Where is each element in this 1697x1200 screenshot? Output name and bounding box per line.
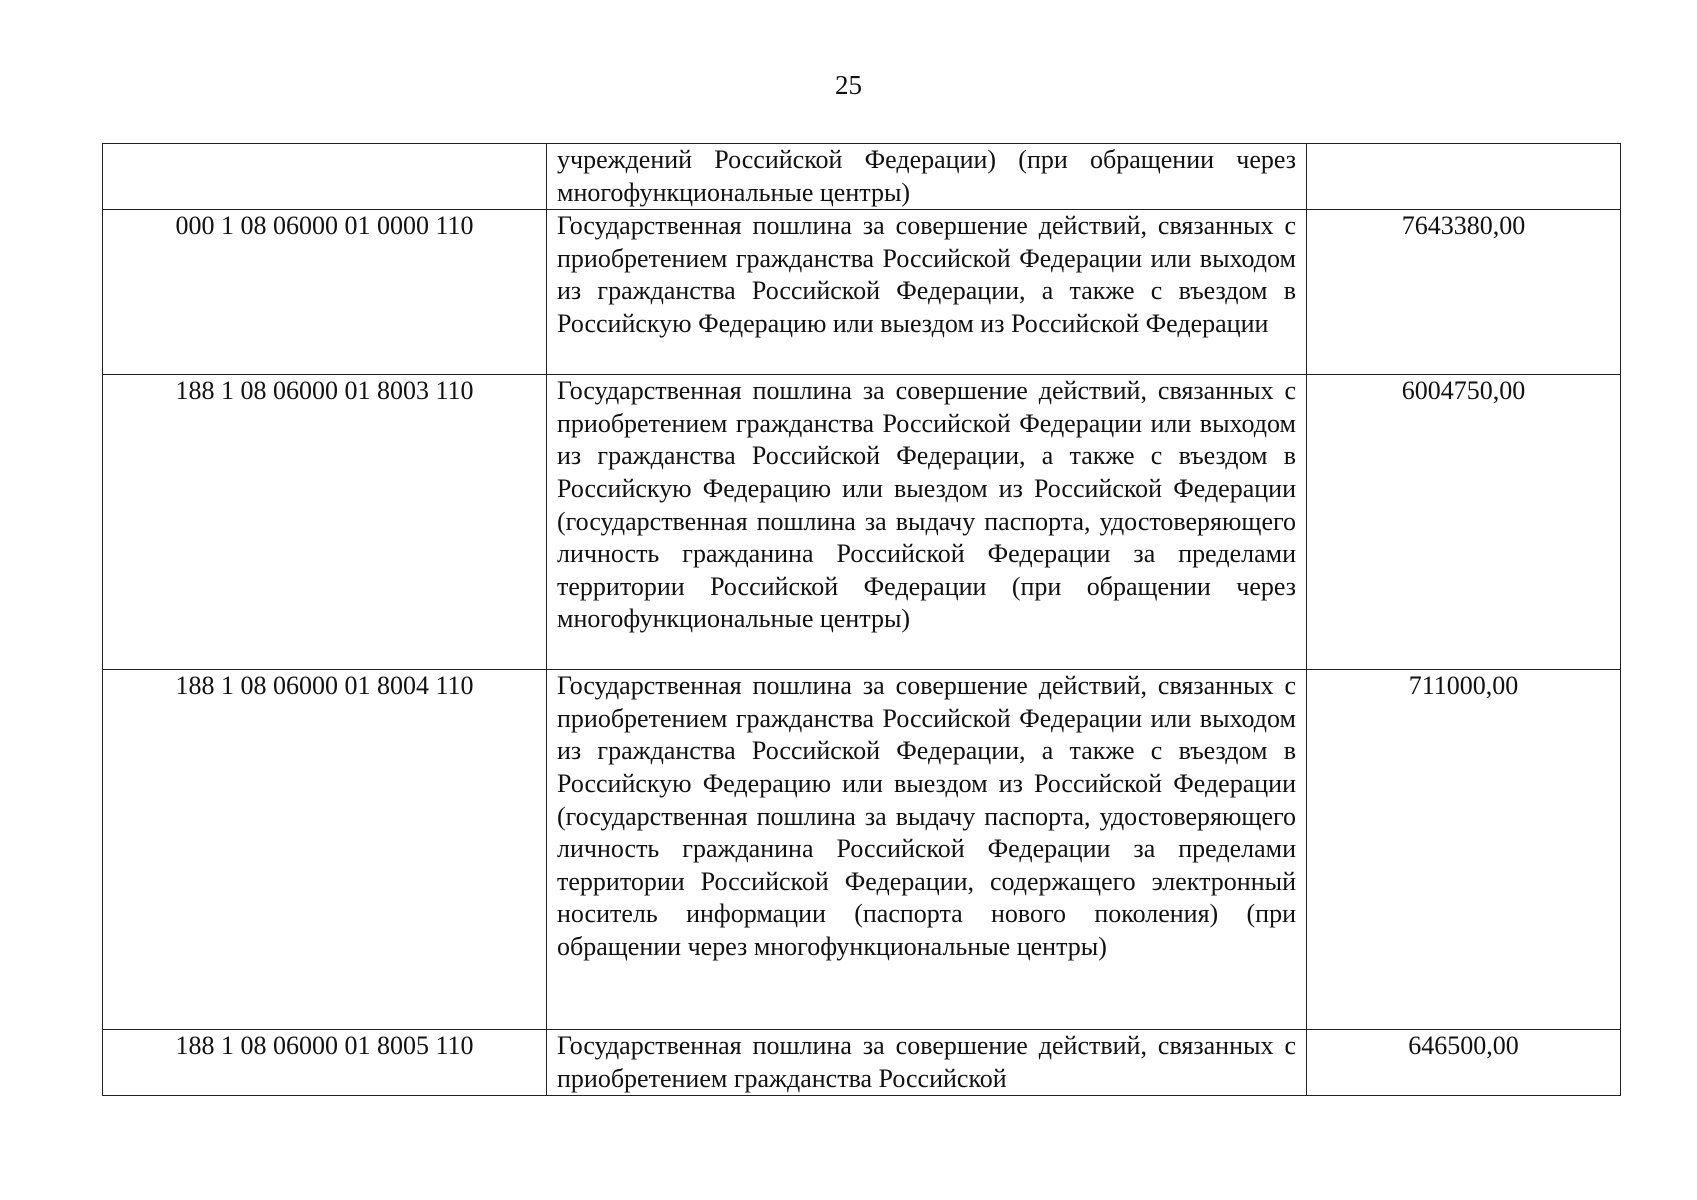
revenue-code: 000 1 08 06000 01 0000 110 (103, 210, 547, 375)
revenue-code: 188 1 08 06000 01 8005 110 (103, 1030, 547, 1096)
revenue-name: Государственная пошлина за совершение действий, связанных с приобретением гражданства Российской Федерации или выходом из гражданства Российской Федерации, а также с въездом в Российскую Федерацию или выездом из Российской Федерации (547, 210, 1307, 375)
revenue-name: Государственная пошлина за совершение действий, связанных с приобретением гражданства Российской Федерации или выходом из гражданства Российской Федерации, а также с въездом в Российскую Федерацию или выездом из Российской Федерации (государственная пошлина за выдачу паспорта, удостоверяющего личность гражданина Российской Федерации за пределами территории Российской Федерации (при обращении через многофункциональные центры) (547, 375, 1307, 670)
revenue-code: 188 1 08 06000 01 8003 110 (103, 375, 547, 670)
table-row (103, 375, 1621, 670)
revenue-name: учреждений Российской Федерации) (при обращении через многофункциональные центры) (547, 144, 1307, 210)
revenue-amount (1307, 144, 1621, 210)
table-row (103, 210, 1621, 375)
revenue-code (103, 144, 547, 210)
budget-revenue-table (102, 143, 1621, 1096)
table-row (103, 670, 1621, 1030)
revenue-amount: 7643380,00 (1307, 210, 1621, 375)
revenue-amount: 711000,00 (1307, 670, 1621, 1030)
revenue-name: Государственная пошлина за совершение действий, связанных с приобретением гражданства Российской Федерации или выходом из гражданства Российской Федерации, а также с въездом в Российскую Федерацию или выездом из Российской Федерации (государственная пошлина за выдачу паспорта, удостоверяющего личность гражданина Российской Федерации за пределами территории Российской Федерации, содержащего электронный носитель информации (паспорта нового поколения) (при обращении через многофункциональные центры) (547, 670, 1307, 1030)
revenue-name: Государственная пошлина за совершение действий, связанных с приобретением гражданства Российской (547, 1030, 1307, 1096)
revenue-code: 188 1 08 06000 01 8004 110 (103, 670, 547, 1030)
revenue-amount: 6004750,00 (1307, 375, 1621, 670)
revenue-amount: 646500,00 (1307, 1030, 1621, 1096)
table-row (103, 144, 1621, 210)
table-row (103, 1030, 1621, 1096)
page-number: 25 (835, 70, 862, 100)
